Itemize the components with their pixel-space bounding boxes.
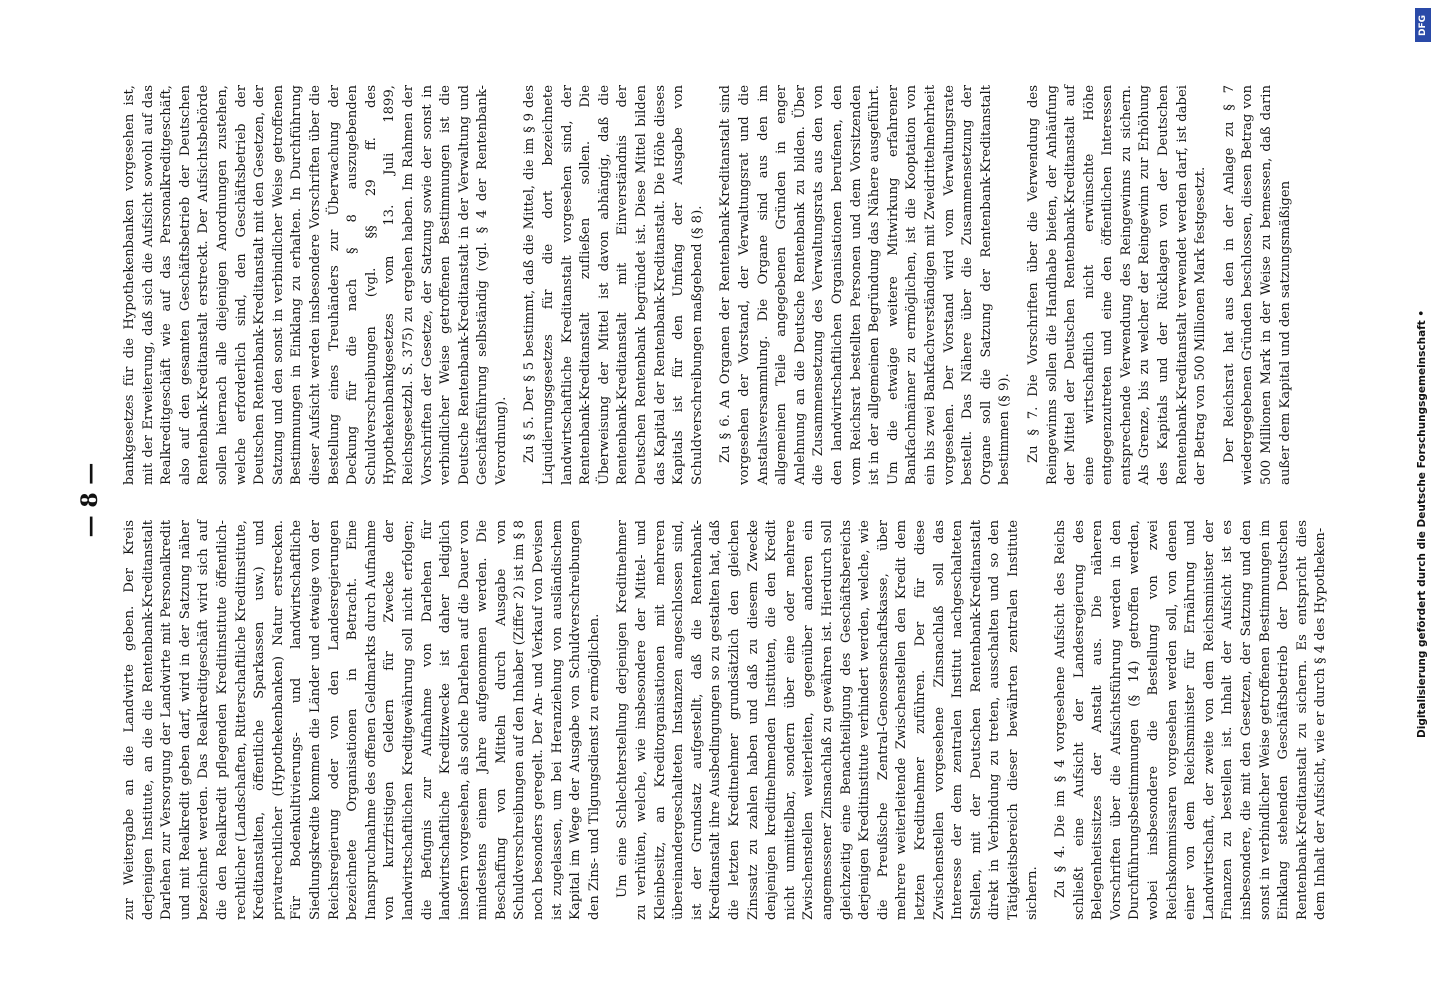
paragraph: Zu § 4. Die im § 4 vorgesehene Aufsicht des Reichs schließt eine Aufsicht der Landesregierung des Belegenheitssitzes der Anstalt aus. Die näheren Vorschriften über die Aufsichtsführung werden in den Durchführungsbestimmungen (§ 14) getroffen werden, wobei insbesondere die Bestellung von zwei Reichskommissaren vorgesehen werden soll, von denen einer von dem Reichsminister für Ernährung und Landwirtschaft, der zweite von dem Reichsminister der Finanzen zu bestellen ist. Inhalt der Aufsicht ist es insbesondere, die mit den Gesetzen, der Satzung und den sonst in verbindlicher Weise getroffenen Bestimmungen im Einklang stehenden Geschäftsbetrieb der Deutschen Rentenbank-Kreditanstalt zu sichern. Es entspricht dies dem Inhalt der Aufsicht, wie er durch § 4 des Hypotheken- [1053,520,1329,920]
paragraph: Zu § 7. Die Vorschriften über die Verwendung des Reingewinns sollen die Handhabe bieten, der Anhäufung der Mittel der Deutschen Rentenbank-Kreditanstalt auf eine wirtschaftlich nicht erwünschte Höhe entgegenzutreten und eine den öffentlichen Interessen entsprechende Verwendung des Reingewinns zu sichern. Als Grenze, bis zu welcher der Reingewinn zur Erhöhung des Kapitals und der Rücklagen von der Deutschen Rentenbank-Kreditanstalt verwendet werden darf, ist dabei der Betrag von 500 Millionen Mark festgesetzt. [1025,85,1209,485]
paragraph: zur Weitergabe an die Landwirte geben. Der Kreis derjenigen Institute, an die die Rentenbank-Kreditanstalt Darlehen zur Versorgung der Landwirte mit Personalkredit und mit Realkredit geben darf, wird in der Satzung näher bezeichnet werden. Das Realkreditgeschäft wird sich auf die den Realkredit pflegenden Kreditinstitute öffentlich-rechtlicher (Landschaften, Ritterschaftliche Kreditinstitute, Kreditanstalten, öffentliche Sparkassen usw.) und privatrechtlicher (Hypothekenbanken) Natur erstrecken. Für Bodenkultivierungs- und landwirtschaftliche Siedlungskredite kommen die Länder und etwaige von der Reichsregierung oder von den Landesregierungen bezeichnete Organisationen in Betracht. Eine Inanspruchnahme des offenen Geldmarkts durch Aufnahme von kurzfristigen Geldern für Zwecke der landwirtschaftlichen Kreditgewährung soll nicht erfolgen; die Befugnis zur Aufnahme von Darlehen für landwirtschaftliche Kreditzwecke ist daher lediglich insofern vorgesehen, als solche Darlehen auf die Dauer von mindestens einem Jahre aufgenommen werden. Die Beschaffung von Mitteln durch Ausgabe von Schuldverschreibungen auf den Inhaber (Ziffer 2) ist im § 8 noch besonders geregelt. Der An- und Verkauf von Devisen ist zugelassen, um bei Heranziehung von ausländischem Kapital im Wege der Ausgabe von Schuldverschreibungen den Zins- und Tilgungsdienst zu ermöglichen. [122,520,602,920]
page-number: — 8 — [77,462,103,538]
right-column [121,85,1305,485]
paragraph: Zu § 6. An Organen der Rentenbank-Kreditanstalt sind vorgesehen der Vorstand, der Verwaltungsrat und die Anstaltsversammlung. Die Organe sind aus den im allgemeinen Teile angegebenen Gründen in enger Anlehnung an die Deutsche Rentenbank zu bilden. Über die Zusammensetzung des Verwaltungsrats aus den von den landwirtschaftlichen Organisationen berufenen, den vom Reichsrat bestellten Personen und dem Vorsitzenden ist in der allgemeinen Begründung das Nähere ausgeführt. Um die etwaige weitere Mitwirkung erfahrener Bankfachmänner zu ermöglichen, ist die Kooptation von ein bis zwei Bankfachverständigen mit Zweidrittelmehrheit vorgesehen. Der Vorstand wird vom Verwaltungsrate bestellt. Das Nähere über die Zusammensetzung der Organe soll die Satzung der Rentenbank-Kreditanstalt bestimmen (§ 9). [718,85,1013,485]
rotated-page-sheet [77,60,1357,940]
credit-text: Digitalisierung gefördert durch die Deutsche Forschungsgemeinschaft • [1416,309,1428,738]
scanned-page [77,60,1357,940]
dfg-logo: DFG [1415,8,1431,42]
digitization-credit [1412,0,1434,1000]
page-content [77,60,1357,940]
paragraph: bankgesetzes für die Hypothekenbanken vorgesehen ist, mit der Erweiterung, daß sich die Aufsicht sowohl auf das Realkreditgeschäft wie auf das Personalkreditgeschäft, also auf den gesamten Geschäftsbetrieb der Deutschen Rentenbank-Kreditanstalt erstreckt. Der Aufsichtsbehörde sollen hiernach alle diejenigen Anordnungen zustehen, welche erforderlich sind, den Geschäftsbetrieb der Deutschen Rentenbank-Kreditanstalt mit den Gesetzen, der Satzung und den sonst in verbindlicher Weise getroffenen Bestimmungen in Einklang zu erhalten. In Durchführung dieser Aufsicht werden insbesondere Vorschriften über die Bestellung eines Treuhänders zur Überwachung der Deckung für die nach § 8 auszugebenden Schuldverschreibungen (vgl. §§ 29 ff. des Hypothekenbankgesetzes vom 13. Juli 1899, Reichsgesetzbl. S. 375) zu ergehen haben. Im Rahmen der Vorschriften der Gesetze, der Satzung sowie der sonst in verbindlicher Weise getroffenen Bestimmungen ist die Deutsche Rentenbank-Kreditanstalt in der Verwaltung und Geschäftsführung selbständig (vgl. § 4 der Rentenbank-Verordnung). [122,85,509,485]
paragraph: Der Reichsrat hat aus den in der Anlage zu § 7 wiedergegebenen Gründen beschlossen, diesen Betrag von 500 Millionen Mark in der Weise zu bemessen, daß darin außer dem Kapital und den satzungsmäßigen [1221,85,1293,485]
paragraph: Zu § 5. Der § 5 bestimmt, daß die Mittel, die im § 9 des Liquidierungsgesetzes für die dort bezeichnete landwirtschaftliche Kreditanstalt vorgesehen sind, der Rentenbank-Kreditanstalt zufließen sollen. Die Überweisung der Mittel ist davon abhängig, daß die Rentenbank-Kreditanstalt mit Einverständnis der Deutschen Rentenbank begründet ist. Diese Mittel bilden das Kapital der Rentenbank-Kreditanstalt. Die Höhe dieses Kapitals ist für den Umfang der Ausgabe von Schuldverschreibungen maßgebend (§ 8). [522,85,705,485]
paragraph: Um eine Schlechterstellung derjenigen Kreditnehmer zu verhüten, welche, wie insbesondere der Mittel- und Kleinbesitz, an Kreditorganisationen mit mehreren übereinandergeschalteten Instanzen angeschlossen sind, ist der Grundsatz aufgestellt, daß die Rentenbank-Kreditanstalt ihre Ausbedingungen so zu gestalten hat, daß die letzten Kreditnehmer grundsätzlich den gleichen Zinssatz zu zahlen haben und daß zu diesem Zwecke denjenigen kreditnehmenden Instituten, die den Kredit nicht unmittelbar, sondern über eine oder mehrere Zwischenstellen weiterleiten, gegenüber anderen ein angemessener Zinsnachlaß zu gewähren ist. Hierdurch soll gleichzeitig eine Benachteiligung des Geschäftsbereichs derjenigen Kreditinstitute verhindert werden, welche, wie die Preußische Zentral-Genossenschaftskasse, über mehrere weiterleitende Zwischenstellen den Kredit dem letzten Kreditnehmer zuführen. Der für diese Zwischenstellen vorgesehene Zinsnachlaß soll das Interesse der dem zentralen Institut nachgeschalteten Stellen, mit der Deutschen Rentenbank-Kreditanstalt direkt in Verbindung zu treten, ausschalten und so den Tätigkeitsbereich dieser bewährten zentralen Institute sichern. [615,520,1040,920]
left-column [121,520,1341,920]
